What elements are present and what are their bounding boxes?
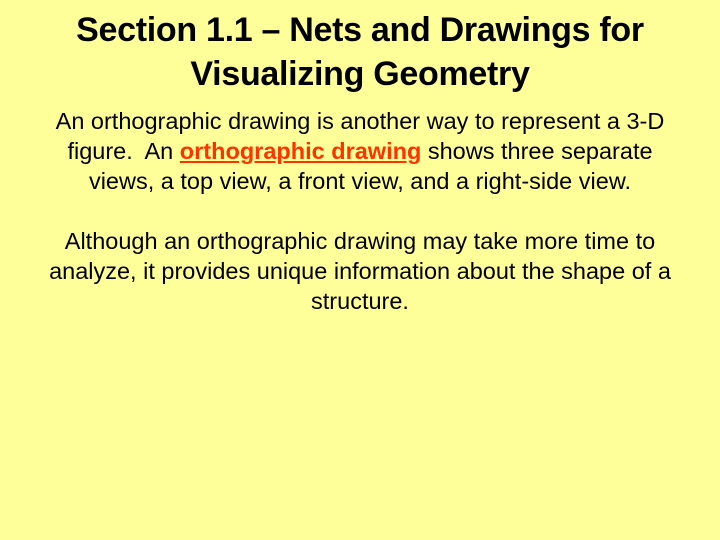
slide-body: [14, 106, 706, 316]
slide-title-line-2: Visualizing Geometry: [190, 55, 530, 93]
slide-title-line-1: Section 1.1 – Nets and Drawings for: [76, 11, 644, 49]
orthographic-drawing-term: orthographic drawing: [179, 138, 422, 164]
slide-title: [14, 8, 706, 96]
paragraph-1-intro-text: An orthographic drawing is another way to represent a 3-D figure. An: [55, 108, 665, 164]
paragraph-orthographic-benefit: Although an orthographic drawing may take more time to analyze, it provides unique information about the shape of a structure.: [49, 228, 671, 314]
paragraph-orthographic-definition: [36, 106, 684, 196]
paragraph-1-closing-text: shows three separate views, a top view, a front view, and a right-side view.: [88, 138, 653, 194]
